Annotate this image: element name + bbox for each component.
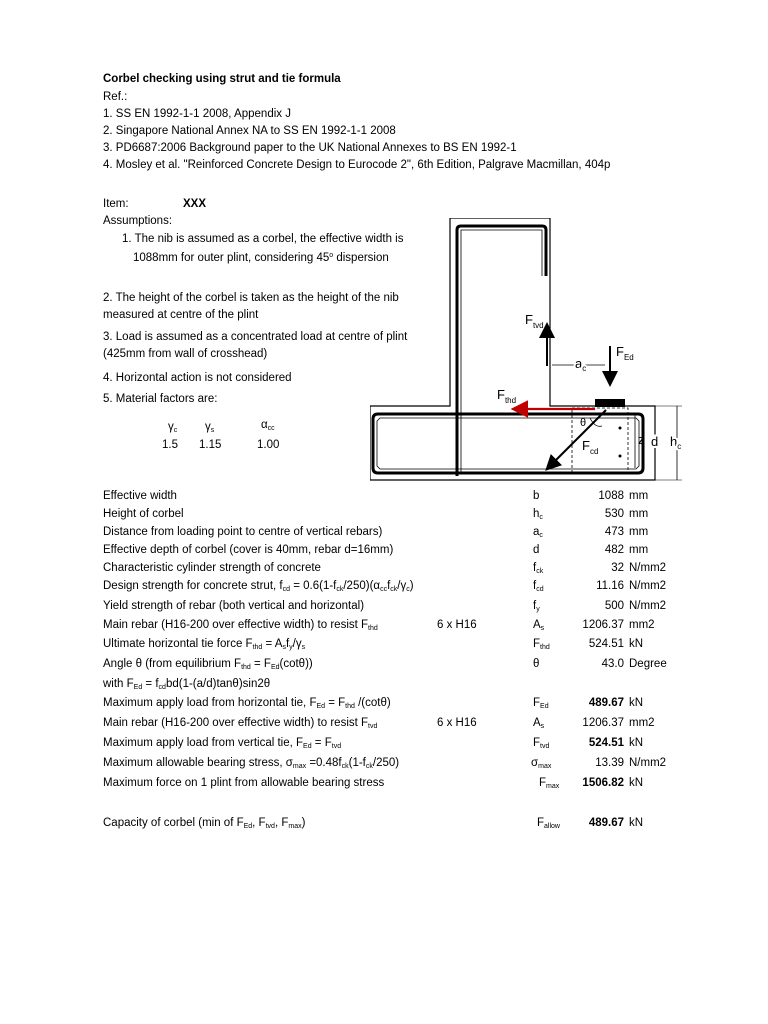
row-distance-unit: mm — [629, 526, 649, 538]
ref-item-3: 3. PD6687:2006 Background paper to the UK National Annexes to BS EN 1992-1 — [103, 142, 517, 154]
corbel-strut-tie-diagram — [370, 218, 700, 486]
hc-label: $h_c$ — [670, 434, 682, 451]
row-main-rebar-v-desc: Main rebar (H16-200 over effective width) to resist $F_{tvd}$ — [103, 717, 378, 730]
row-capacity-symbol: $F_{allow}$ — [537, 817, 560, 830]
row-main-rebar-v-value: 1206.37 — [582, 717, 624, 729]
assumption-1-line-1: 1. The nib is assumed as a corbel, the effective width is — [122, 233, 404, 245]
ref-item-2: 2. Singapore National Annex NA to SS EN 1992-1-1 2008 — [103, 125, 396, 137]
row-fck-symbol: $f_{ck}$ — [533, 562, 544, 575]
row-depth-unit: mm — [629, 544, 649, 556]
z-label: z — [638, 432, 645, 447]
row-capacity-unit: kN — [629, 817, 644, 829]
row-bearing-stress-desc: Maximum allowable bearing stress, $\sigma_{max} =0.48f_{ck}(1-f_{ck}/250)$ — [103, 757, 400, 770]
d-label: d — [651, 434, 659, 449]
row-main-rebar-h-desc: Main rebar (H16-200 over effective width) to resist $F_{thd}$ — [103, 619, 378, 632]
ref-label: Ref.: — [103, 91, 128, 103]
row-fcd-symbol: $f_{cd}$ — [533, 580, 544, 593]
row-effective-width-value: 1088 — [598, 490, 624, 502]
row-fthd-symbol: $F_{thd}$ — [533, 638, 550, 651]
row-main-rebar-h-bars: 6 x H16 — [437, 619, 477, 631]
row-depth-value: 482 — [604, 544, 624, 556]
gamma-s-value: 1.15 — [199, 439, 222, 451]
row-fy-value: 500 — [604, 600, 624, 612]
ref-item-1: 1. SS EN 1992-1-1 2008, Appendix J — [103, 108, 291, 120]
row-fck-value: 32 — [611, 562, 624, 574]
row-height-desc: Height of corbel — [103, 508, 184, 520]
row-fmax-unit: kN — [629, 777, 644, 789]
row-fmax-desc: Maximum force on 1 plint from allowable bearing stress — [103, 777, 385, 789]
alpha-cc-symbol: $\alpha_{cc}$ — [261, 419, 275, 432]
gamma-c-symbol: $\gamma_c$ — [168, 421, 178, 434]
document-title: Corbel checking using strut and tie formula — [103, 73, 341, 85]
horizontal-rebar — [373, 414, 643, 473]
fed-label: $F_{Ed}$ — [616, 344, 634, 362]
row-capacity-desc: Capacity of corbel (min of $F_{Ed}$, $F_{tvd}$, $F_{max}$) — [103, 817, 306, 830]
row-depth-symbol: d — [533, 544, 540, 556]
bearing-plate — [595, 399, 625, 407]
theta-label: θ — [580, 417, 587, 429]
row-bearing-stress-unit: N/mm2 — [629, 757, 667, 769]
gamma-s-symbol: $\gamma_s$ — [205, 421, 215, 434]
row-main-rebar-v-symbol: $A_s$ — [533, 717, 545, 730]
row-fck-unit: N/mm2 — [629, 562, 667, 574]
row-distance-symbol: $a_c$ — [533, 526, 543, 539]
row-bearing-stress-symbol: $\sigma_{max}$ — [531, 757, 552, 770]
row-effective-width-symbol: b — [533, 490, 540, 502]
row-fed-formula: with $F_{Ed} = f_{cd}bd(1-(a/d)\tan\theta)\sin 2\theta$ — [103, 678, 271, 691]
row-main-rebar-h-unit: mm2 — [629, 619, 655, 631]
row-fed-vertical-desc: Maximum apply load from vertical tie, $F_{Ed} = F_{tvd}$ — [103, 737, 342, 750]
row-distance-value: 473 — [604, 526, 624, 538]
row-fthd-unit: kN — [629, 638, 644, 650]
row-fcd-unit: N/mm2 — [629, 580, 667, 592]
row-height-unit: mm — [629, 508, 649, 520]
alpha-cc-value: 1.00 — [257, 439, 280, 451]
horizontal-rebar-inner — [377, 418, 639, 469]
row-distance-desc: Distance from loading point to centre of vertical rebars) — [103, 526, 383, 538]
assumptions-label: Assumptions: — [103, 215, 173, 227]
row-bearing-stress-value: 13.39 — [595, 757, 624, 769]
vertical-rebar — [457, 226, 546, 476]
row-fy-desc: Yield strength of rebar (both vertical and horizontal) — [103, 600, 365, 612]
row-main-rebar-v-bars: 6 x H16 — [437, 717, 477, 729]
row-theta-desc: Angle θ (from equilibrium $F_{thd} = F_{Ed}(\cot\theta)$) — [103, 658, 313, 671]
assumption-5: 5. Material factors are: — [103, 393, 218, 405]
ref-item-4: 4. Mosley et al. "Reinforced Concrete Design to Eurocode 2", 6th Edition, Palgrave Macmillan, 404p — [103, 159, 611, 171]
row-main-rebar-v-unit: mm2 — [629, 717, 655, 729]
row-fed-vertical-value: 524.51 — [588, 737, 624, 749]
row-fed-vertical-symbol: $F_{tvd}$ — [533, 737, 550, 750]
row-fck-desc: Characteristic cylinder strength of concrete — [103, 562, 321, 574]
row-fmax-value: 1506.82 — [582, 777, 624, 789]
row-fed-horizontal-unit: kN — [629, 697, 644, 709]
row-fed-horizontal-desc: Maximum apply load from horizontal tie, $F_{Ed} = F_{thd}$ /(cotθ) — [103, 697, 391, 710]
row-fmax-symbol: $F_{max}$ — [539, 777, 560, 790]
row-fed-horizontal-value: 489.67 — [588, 697, 624, 709]
row-fed-vertical-unit: kN — [629, 737, 644, 749]
row-main-rebar-h-symbol: $A_s$ — [533, 619, 545, 632]
row-fed-horizontal-symbol: $F_{Ed}$ — [533, 697, 549, 710]
fcd-arrow — [548, 410, 606, 468]
row-fthd-desc: Ultimate horizontal tie force $F_{thd} = A_sf_y/\gamma_s$ — [103, 638, 306, 651]
row-main-rebar-h-value: 1206.37 — [582, 619, 624, 631]
row-effective-width-desc: Effective width — [103, 490, 177, 502]
row-fy-unit: N/mm2 — [629, 600, 667, 612]
row-height-symbol: $h_c$ — [533, 508, 543, 521]
row-fy-symbol: $f_y$ — [533, 600, 540, 613]
vertical-rebar-inner — [461, 230, 542, 472]
row-effective-width-unit: mm — [629, 490, 649, 502]
row-fcd-desc: Design strength for concrete strut, $f_{cd} = 0.6(1-f_{ck}/250)(\alpha_{cc}f_{ck}/\gamma_c)$ — [103, 580, 414, 593]
row-theta-symbol: θ — [533, 658, 540, 670]
row-capacity-value: 489.67 — [588, 817, 624, 829]
item-label: Item: — [103, 198, 129, 210]
concrete-outline — [370, 218, 655, 480]
item-value: XXX — [183, 198, 207, 210]
gamma-c-value: 1.5 — [162, 439, 178, 451]
ac-label: $a_c$ — [575, 356, 587, 373]
row-theta-value: 43.0 — [601, 658, 624, 670]
row-fcd-value: 11.16 — [596, 580, 624, 592]
fcd-label: $F_{cd}$ — [582, 438, 599, 456]
assumption-4: 4. Horizontal action is not considered — [103, 372, 292, 384]
assumption-3-line-1: 3. Load is assumed as a concentrated load at centre of plint — [103, 331, 408, 343]
row-depth-desc: Effective depth of corbel (cover is 40mm, rebar d=16mm) — [103, 544, 394, 556]
assumption-2-line-1: 2. The height of the corbel is taken as the height of the nib — [103, 292, 399, 304]
row-fthd-value: 524.51 — [588, 638, 624, 650]
ftvd-label: $F_{tvd}$ — [525, 312, 544, 330]
assumption-1-line-2: 1088mm for outer plint, considering 45$^o$ dispersion — [133, 252, 389, 264]
row-theta-unit: Degree — [629, 658, 667, 670]
assumption-2-line-2: measured at centre of the plint — [103, 309, 259, 321]
fthd-label: $F_{thd}$ — [497, 387, 517, 405]
row-height-value: 530 — [604, 508, 624, 520]
assumption-3-line-2: (425mm from wall of crosshead) — [103, 348, 268, 360]
